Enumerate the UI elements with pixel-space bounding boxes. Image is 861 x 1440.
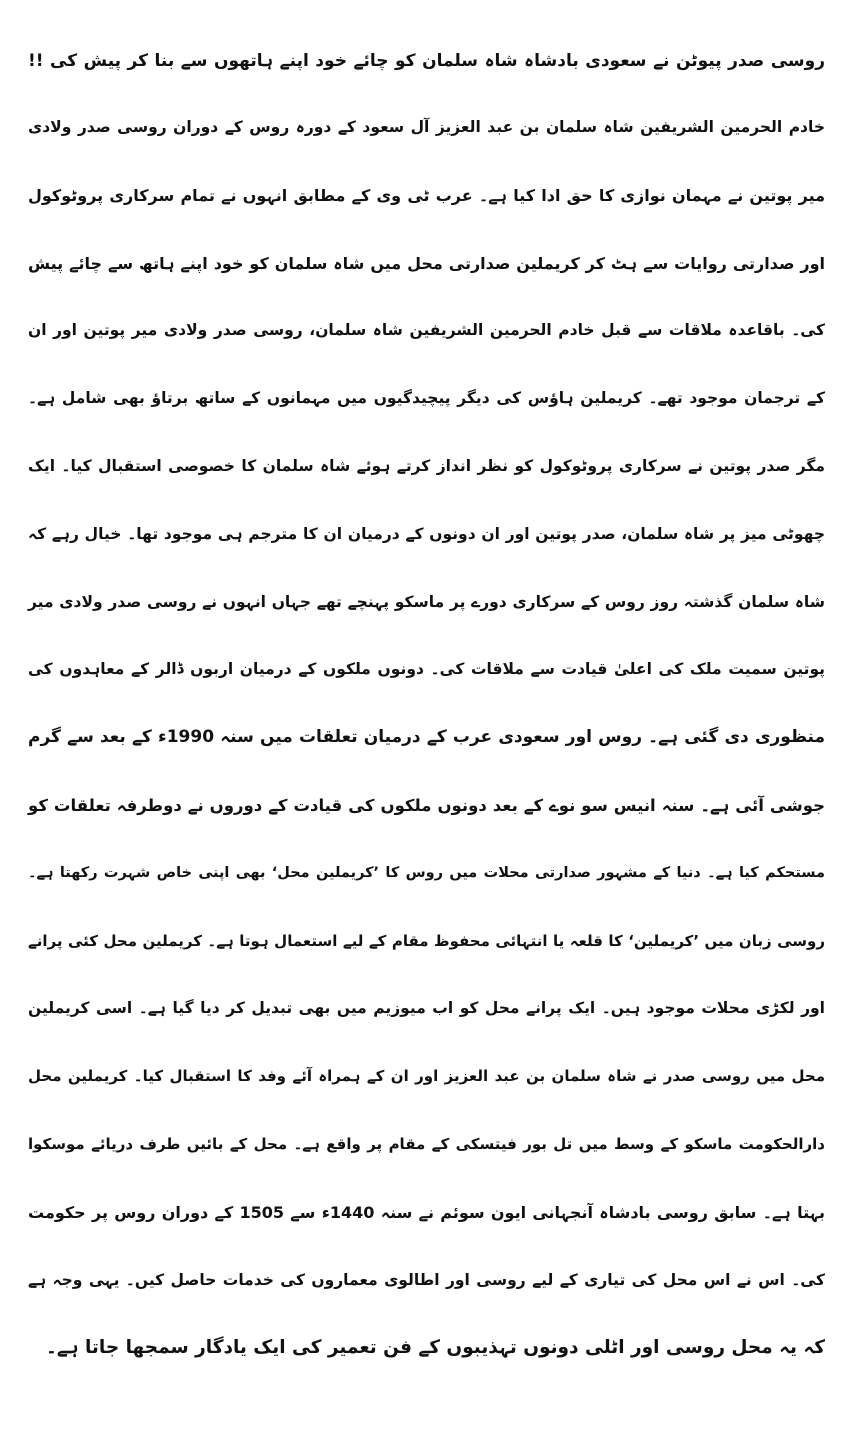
article-line-7: چھوٹی میز پر شاہ سلمان، صدر پوتین اور ان دونوں کے درمیان ان کا مترجم ہی موجود تھا۔ خیال رہے کہ bbox=[28, 524, 825, 543]
article-line-4: کی۔ باقاعدہ ملاقات سے قبل خادم الحرمین الشریفین شاہ سلمان، روسی صدر ولادی میر پوتین اور ان bbox=[28, 321, 825, 340]
article-line-15: محل میں روسی صدر نے شاہ سلمان بن عبد العزیز اور ان کے ہمراہ آئے وفد کا استقبال کیا۔ کریملین محل bbox=[28, 1067, 825, 1086]
article-line-8: شاہ سلمان گذشتہ روز روس کے سرکاری دورے پر ماسکو پہنچے تھے جہاں انہوں نے روسی صدر ولادی میر bbox=[28, 592, 825, 611]
article-line-19: کہ یہ محل روسی اور اٹلی دونوں تہذیبوں کے فن تعمیر کی ایک یادگار سمجھا جاتا ہے۔ bbox=[46, 1337, 825, 1359]
article-line-13: روسی زبان میں ’کریملین‘ کا قلعہ یا انتہائی محفوظ مقام کے لیے استعمال ہوتا ہے۔ کریملین محل کئی پرانے bbox=[28, 931, 825, 950]
article-line-2: میر پوتین نے مہمان نوازی کا حق ادا کیا ہے۔ عرب ٹی وی کے مطابق انہوں نے تمام سرکاری پروٹوکول bbox=[28, 185, 825, 205]
article-line-16: دارالحکومت ماسکو کے وسط میں تل بور فیتسکی کے مقام پر واقع ہے۔ محل کے بائیں طرف دریائے موسکوا bbox=[28, 1134, 825, 1153]
article-line-14: اور لکڑی محلات موجود ہیں۔ ایک پرانے محل کو اب میوزیم میں بھی تبدیل کر دیا گیا ہے۔ اسی کریملین bbox=[28, 999, 825, 1018]
article-line-5: کے ترجمان موجود تھے۔ کریملین ہاؤس کی دیگر پیچیدگیوں میں مہمانوں کے ساتھ برتاؤ بھی شامل ہے۔ bbox=[28, 389, 825, 408]
article-headline: روسی صدر پیوٹن نے سعودی بادشاہ شاہ سلمان کو چائے خود اپنے ہاتھوں سے بنا کر پیش کی !! bbox=[28, 51, 825, 71]
article-line-17: بہتا ہے۔ سابق روسی بادشاہ آنجہانی ایون سوئم نے سنہ 1440ء سے 1505 کے دوران روس پر حکومت bbox=[28, 1202, 825, 1222]
article-line-18: کی۔ اس نے اس محل کی تیاری کے لیے روسی اور اطالوی معماروں کی خدمات حاصل کیں۔ یہی وجہ ہے bbox=[28, 1270, 825, 1289]
article-line-1: خادم الحرمین الشریفین شاہ سلمان بن عبد العزیز آل سعود کے دورہ روس کے دوران روسی صدر ولادی bbox=[28, 118, 825, 136]
article-line-12: مستحکم کیا ہے۔ دنیا کے مشہور صدارتی محلات میں روس کا ’کریملین محل‘ بھی اپنی خاص شہرت رکھتا ہے۔ bbox=[28, 864, 825, 881]
article-line-10: منظوری دی گئی ہے۔ روس اور سعودی عرب کے درمیان تعلقات میں سنہ 1990ء کے بعد سے گرم bbox=[28, 727, 825, 748]
article-body bbox=[28, 94, 825, 1382]
article-line-9: پوتین سمیت ملک کی اعلیٰ قیادت سے ملاقات کی۔ دونوں ملکوں کے درمیان اربوں ڈالر کے معاہدوں کی bbox=[28, 660, 825, 679]
article-line-6: مگر صدر پوتین نے سرکاری پروٹوکول کو نظر انداز کرتے ہوئے شاہ سلمان کا خصوصی استقبال کیا۔ ایک bbox=[28, 456, 825, 475]
article-line-3: اور صدارتی روایات سے ہٹ کر کریملین صدارتی محل میں شاہ سلمان کو خود اپنے ہاتھ سے چائے پیش bbox=[28, 253, 825, 273]
article-line-11: جوشی آئی ہے۔ سنہ انیس سو نوے کے بعد دونوں ملکوں کی قیادت کے دوروں نے دوطرفہ تعلقات کو bbox=[28, 795, 825, 815]
